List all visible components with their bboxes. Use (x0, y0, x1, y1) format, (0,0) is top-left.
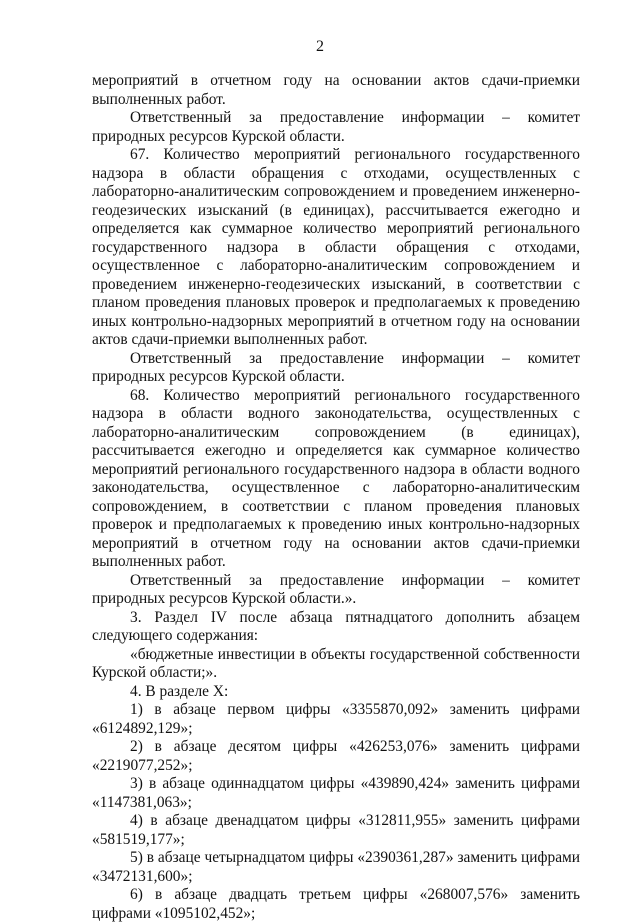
paragraph-quoted-addition: «бюджетные инвестиции в объекты государственной собственности Курской области;». (92, 645, 580, 681)
paragraph-section-x: 4. В разделе X: (130, 682, 229, 700)
paragraph-amendment-3: 3) в абзаце одиннадцатом цифры «439890,424» заменить цифрами «1147381,063»; (92, 775, 580, 811)
paragraph-amendment-4: 4) в абзаце двенадцатом цифры «312811,955» заменить цифрами «581519,177»; (92, 812, 580, 848)
paragraph-item-68: 68. Количество мероприятий регионального государственного надзора в области водного законодательства, осуществленных с лабораторно-аналитическим сопровождением (в единицах), рассчитывается ежегодно и определяется как суммарное количество мероприятий регионального государственного надзора в области водного законодательства, осуществленное с лабораторно-аналитическим сопровождением, в соответствии с планом проведения плановых проверок и предполагаемых к проведению иных контрольно-надзорных мероприятий в отчетном году на основании актов сдачи-приемки выполненных работ. (92, 386, 580, 570)
paragraph-continuation: мероприятий в отчетном году на основании актов сдачи-приемки выполненных работ. (92, 72, 580, 108)
paragraph-amendment-1: 1) в абзаце первом цифры «3355870,092» заменить цифрами «6124892,129»; (92, 701, 580, 737)
paragraph-amendment-5: 5) в абзаце четырнадцатом цифры «2390361,287» заменить цифрами «3472131,600»; (92, 849, 580, 885)
paragraph-section-iv: 3. Раздел IV после абзаца пятнадцатого дополнить абзацем следующего содержания: (92, 608, 580, 644)
paragraph-amendment-6: 6) в абзаце двадцать третьем цифры «268007,576» заменить цифрами «1095102,452»; (92, 886, 580, 922)
page-number: 2 (316, 38, 324, 55)
paragraph-responsible-2: Ответственный за предоставление информации – комитет природных ресурсов Курской области. (92, 349, 580, 385)
paragraph-responsible-1: Ответственный за предоставление информации – комитет природных ресурсов Курской области. (92, 109, 580, 145)
paragraph-item-67: 67. Количество мероприятий регионального государственного надзора в области обращения с отходами, осуществленных с лабораторно-аналитическим сопровождением и проведением инженерно-геодезических изысканий (в единицах), рассчитывается ежегодно и определяется как суммарное количество мероприятий регионального государственного надзора в области обращения с отходами, осуществленное с лабораторно-аналитическим сопровождением и проведением инженерно-геодезических изысканий, в соответствии с планом проведения плановых проверок и предполагаемых к проведению иных контрольно-надзорных мероприятий в отчетном году на основании актов сдачи-приемки выполненных работ. (92, 146, 580, 348)
paragraph-responsible-3: Ответственный за предоставление информации – комитет природных ресурсов Курской области.». (92, 571, 580, 607)
document-body (92, 72, 580, 923)
paragraph-amendment-2: 2) в абзаце десятом цифры «426253,076» заменить цифрами «2219077,252»; (92, 738, 580, 774)
